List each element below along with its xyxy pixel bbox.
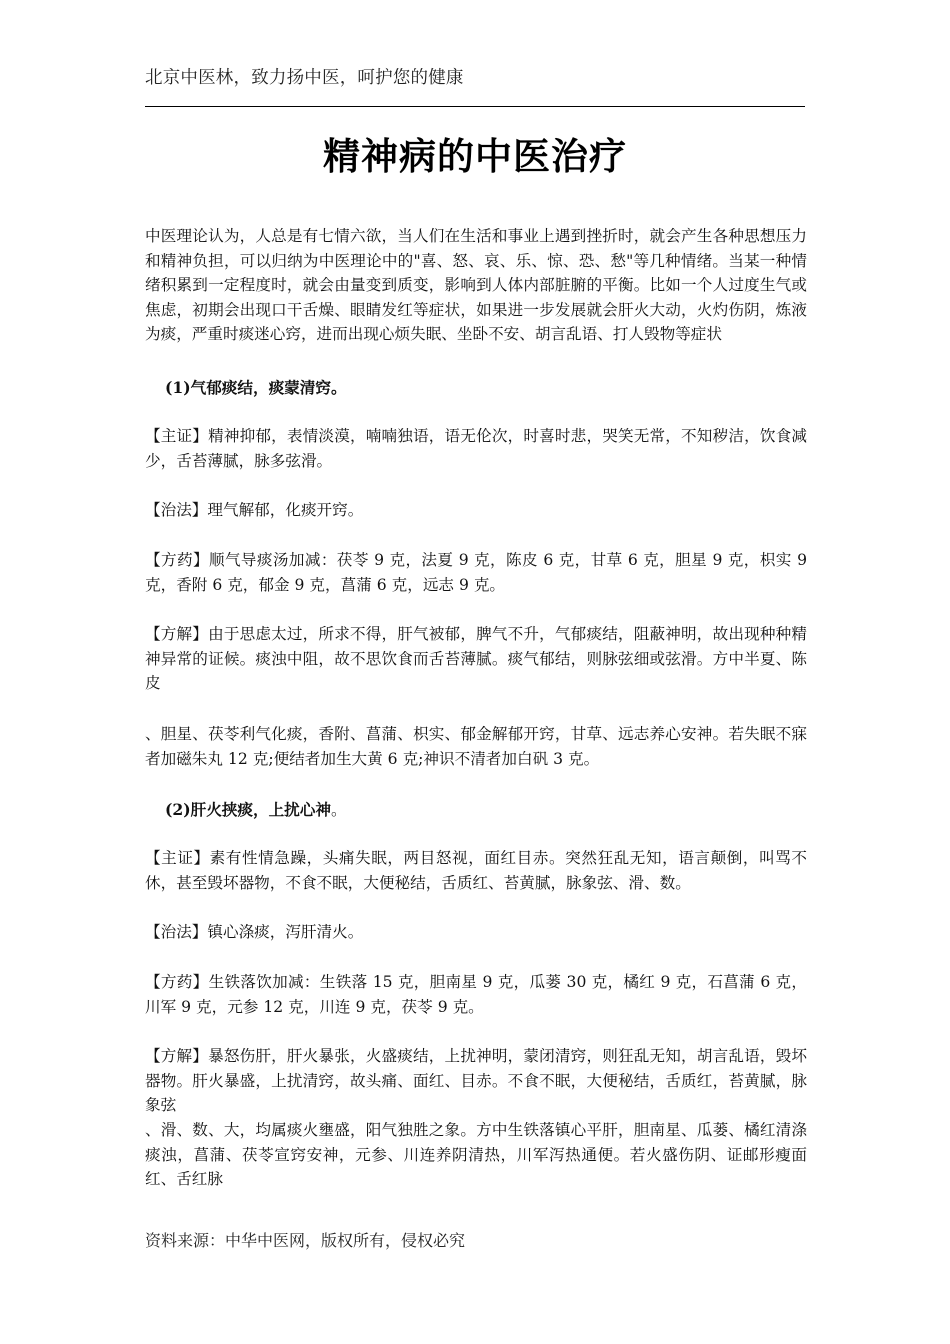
section-1-heading: (1)气郁痰结，痰蒙清窍。 xyxy=(165,378,347,397)
section-2-explanation-part2: 、滑、数、大，均属痰火壅盛，阳气独胜之象。方中生铁落镇心平肝，胆南星、瓜蒌、橘红清涤痰浊，菖蒲、茯苓宣窍安神，元参、川连养阴清热，川军泻热通便。若火盛伤阴、证邮形瘦面红、舌红脉 xyxy=(145,1121,807,1189)
section-2-heading xyxy=(165,798,347,820)
section-1-main-symptoms: 【主证】精神抑郁，表情淡漠，喃喃独语，语无伦次，时喜时悲，哭笑无常，不知秽洁，饮食减少，舌苔薄腻，脉多弦滑。 xyxy=(145,427,807,470)
section-1-treatment-method: 【治法】理气解郁，化痰开窍。 xyxy=(145,501,364,519)
header-divider xyxy=(145,106,805,107)
intro-paragraph: 中医理论认为，人总是有七情六欲，当人们在生活和事业上遇到挫折时，就会产生各种思想压力和精神负担，可以归纳为中医理论中的"喜、怒、哀、乐、惊、恐、愁"等几种情绪。当某一种情绪积累到一定程度时，就会由量变到质变，影响到人体内部脏腑的平衡。比如一个人过度生气或焦虑，初期会出现口干舌燥、眼睛发红等症状，如果进一步发展就会肝火大动，火灼伤阴，炼液为痰，严重时痰迷心窍，进而出现心烦失眠、坐卧不安、胡言乱语、打人毁物等症状 xyxy=(145,227,807,344)
section-2-main-symptoms: 【主证】素有性情急躁，头痛失眠，两目怒视，面红目赤。突然狂乱无知，语言颠倒，叫骂不休，甚至毁坏器物，不食不眠，大便秘结，舌质红、苔黄腻，脉象弦、滑、数。 xyxy=(145,849,807,892)
section-1-explanation-part2: 、胆星、茯苓利气化痰，香附、菖蒲、枳实、郁金解郁开窍，甘草、远志养心安神。若失眠不寐者加磁朱丸 12 克;便结者加生大黄 6 克;神识不清者加白矾 3 克。 xyxy=(145,725,807,768)
section-1-explanation-part1: 【方解】由于思虑太过，所求不得，肝气被郁，脾气不升，气郁痰结，阻蔽神明，故出现种种精神异常的证候。痰浊中阻，故不思饮食而舌苔薄腻。痰气郁结，则脉弦细或弦滑。方中半夏、陈皮 xyxy=(145,625,807,693)
section-2-heading-tail: 。 xyxy=(330,801,347,819)
page-header: 北京中医林，致力扬中医，呵护您的健康 xyxy=(145,68,464,88)
section-2-treatment-method: 【治法】镇心涤痰，泻肝清火。 xyxy=(145,923,364,941)
section-2-prescription: 【方药】生铁落饮加减：生铁落 15 克，胆南星 9 克，瓜蒌 30 克，橘红 9 克，石菖蒲 6 克，川军 9 克，元参 12 克，川连 9 克，茯苓 9 克。 xyxy=(145,973,807,1016)
section-2-explanation-part1: 【方解】暴怒伤肝，肝火暴张，火盛痰结，上扰神明，蒙闭清窍，则狂乱无知，胡言乱语，毁坏器物。肝火暴盛，上扰清窍，故头痛、面红、目赤。不食不眠，大便秘结，舌质红，苔黄腻，脉象弦 xyxy=(145,1047,807,1115)
section-1-prescription: 【方药】顺气导痰汤加减：茯苓 9 克，法夏 9 克，陈皮 6 克，甘草 6 克，胆星 9 克，枳实 9 克，香附 6 克，郁金 9 克，菖蒲 6 克，远志 9 克。 xyxy=(145,551,807,594)
page-title: 精神病的中医治疗 xyxy=(323,135,627,178)
section-2-heading-text: (2)肝火挟痰，上扰心神 xyxy=(165,800,331,819)
source-footer: 资料来源：中华中医网，版权所有，侵权必究 xyxy=(145,1231,466,1250)
